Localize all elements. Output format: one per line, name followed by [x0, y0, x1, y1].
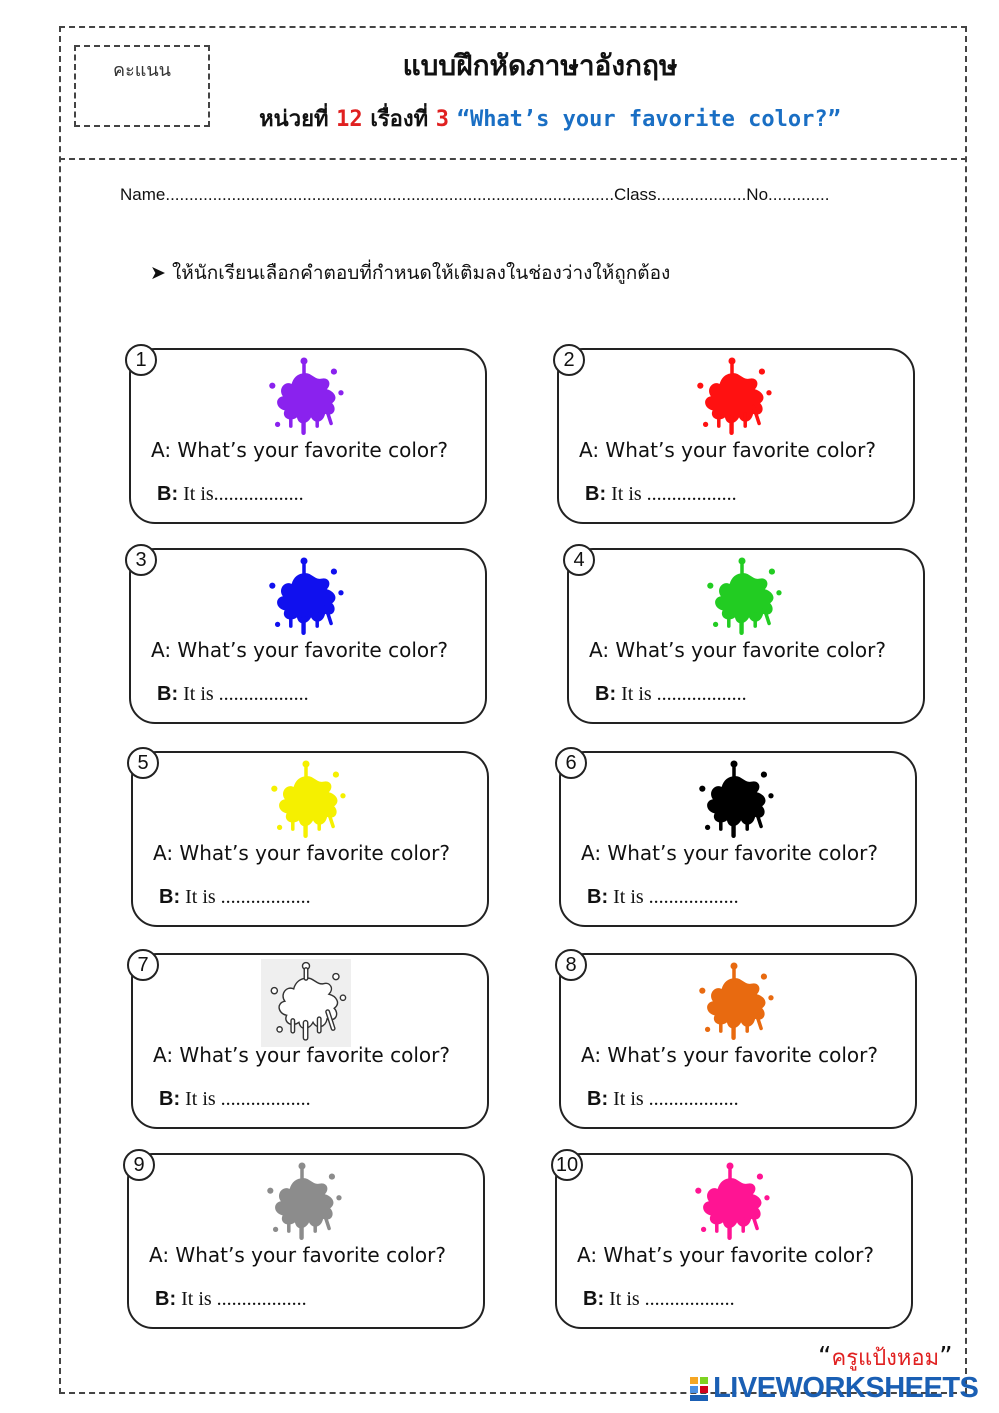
liveworksheets-logo-icon [690, 1377, 708, 1401]
card-number: 7 [127, 949, 159, 981]
answer-label: B: [157, 683, 179, 705]
card-number: 6 [555, 747, 587, 779]
paint-splat-icon [261, 959, 351, 1047]
card-number: 8 [555, 949, 587, 981]
liveworksheets-logo [690, 1372, 978, 1402]
answer-line [595, 683, 747, 706]
answer-blank[interactable]: It is .................. [181, 1288, 307, 1310]
exercise-card-8 [559, 953, 917, 1129]
exercise-card-9 [127, 1153, 485, 1329]
answer-blank[interactable]: It is .................. [621, 683, 747, 705]
answer-label: B: [159, 1088, 181, 1110]
question-text: A: What’s your favorite color? [151, 638, 448, 662]
exercise-card-7 [131, 953, 489, 1129]
exercise-card-5 [131, 751, 489, 927]
question-text: A: What’s your favorite color? [151, 438, 448, 462]
answer-blank[interactable]: It is.................. [183, 483, 304, 505]
answer-label: B: [585, 483, 607, 505]
answer-line [157, 483, 304, 506]
card-number: 9 [123, 1149, 155, 1181]
instruction [150, 258, 670, 288]
answer-label: B: [595, 683, 617, 705]
answer-blank[interactable]: It is .................. [613, 1088, 739, 1110]
answer-label: B: [587, 886, 609, 908]
teacher-credit [818, 1340, 953, 1375]
answer-line [587, 886, 739, 909]
answer-blank[interactable]: It is .................. [183, 683, 309, 705]
question-text: A: What’s your favorite color? [581, 1043, 878, 1067]
answer-blank[interactable]: It is .................. [611, 483, 737, 505]
paint-splat-icon [697, 554, 787, 642]
question-text: A: What’s your favorite color? [577, 1243, 874, 1267]
answer-label: B: [157, 483, 179, 505]
answer-blank[interactable]: It is .................. [609, 1288, 735, 1310]
paint-splat-icon [689, 959, 779, 1047]
answer-line [157, 683, 309, 706]
close-quote-mark: ” [939, 1342, 953, 1372]
paint-splat-icon [689, 757, 779, 845]
paint-splat-icon [687, 354, 777, 442]
answer-line [159, 886, 311, 909]
paint-splat-icon [259, 354, 349, 442]
question-text: A: What’s your favorite color? [149, 1243, 446, 1267]
answer-line [155, 1288, 307, 1311]
exercise-card-4 [567, 548, 925, 724]
card-number: 3 [125, 544, 157, 576]
unit-number: 12 [336, 107, 363, 132]
credit-name: ครูแป้งหอม [831, 1346, 940, 1371]
card-number: 5 [127, 747, 159, 779]
exercise-card-10 [555, 1153, 913, 1329]
exercise-card-6 [559, 751, 917, 927]
answer-blank[interactable]: It is .................. [185, 886, 311, 908]
score-label: คะแนน [113, 60, 171, 81]
unit-prefix: หน่วยที่ [259, 107, 329, 132]
exercise-card-1 [129, 348, 487, 524]
open-quote-mark: “ [818, 1342, 832, 1372]
answer-line [585, 483, 737, 506]
student-info-line: Name...............................................................................................Class...................No............. [120, 185, 830, 204]
worksheet-title: แบบฝึกหัดภาษาอังกฤษ [402, 49, 678, 82]
answer-blank[interactable]: It is .................. [613, 886, 739, 908]
question-text: A: What’s your favorite color? [579, 438, 876, 462]
card-number: 10 [551, 1149, 583, 1181]
header-divider [59, 158, 967, 160]
answer-line [587, 1088, 739, 1111]
answer-line [159, 1088, 311, 1111]
liveworksheets-logo-text: LIVEWORKSHEETS [713, 1372, 979, 1404]
card-number: 1 [125, 344, 157, 376]
lesson-title: “What’s your favorite color?” [456, 107, 841, 132]
answer-blank[interactable]: It is .................. [185, 1088, 311, 1110]
answer-label: B: [155, 1288, 177, 1310]
paint-splat-icon [685, 1159, 775, 1247]
answer-label: B: [159, 886, 181, 908]
arrow-bullet-icon: ➤ [150, 262, 166, 284]
card-number: 4 [563, 544, 595, 576]
score-box [74, 45, 210, 127]
paint-splat-icon [259, 554, 349, 642]
paint-splat-icon [261, 757, 351, 845]
exercise-card-2 [557, 348, 915, 524]
answer-line [583, 1288, 735, 1311]
exercise-card-3 [129, 548, 487, 724]
question-text: A: What’s your favorite color? [153, 1043, 450, 1067]
instruction-text: ให้นักเรียนเลือกคำตอบที่กำหนดให้เติมลงในช่องว่างให้ถูกต้อง [171, 262, 671, 284]
question-text: A: What’s your favorite color? [581, 841, 878, 865]
lesson-prefix: เรื่องที่ [370, 107, 429, 132]
question-text: A: What’s your favorite color? [153, 841, 450, 865]
question-text: A: What’s your favorite color? [589, 638, 886, 662]
paint-splat-icon [257, 1159, 347, 1247]
worksheet-subtitle [230, 101, 870, 136]
lesson-number: 3 [435, 107, 450, 132]
answer-label: B: [587, 1088, 609, 1110]
card-number: 2 [553, 344, 585, 376]
answer-label: B: [583, 1288, 605, 1310]
